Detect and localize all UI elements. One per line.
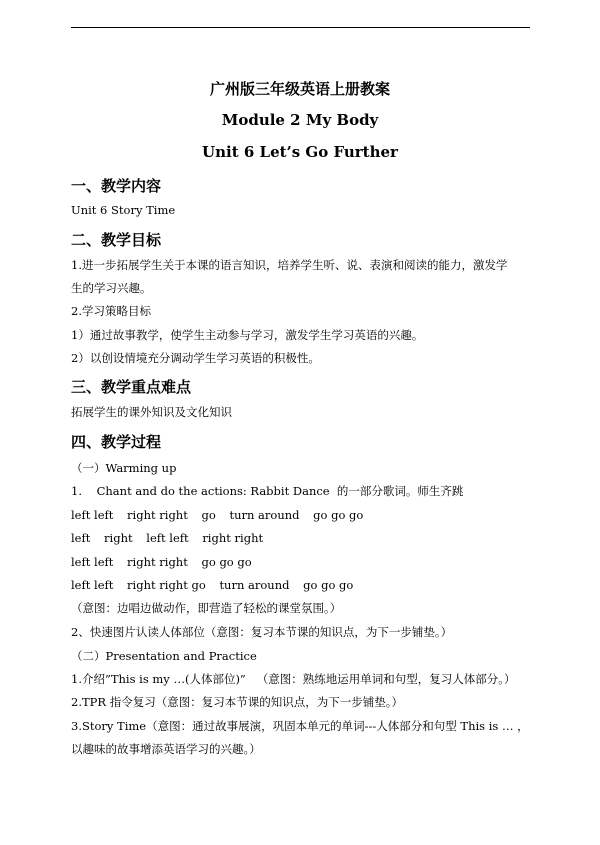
goal-2-1: 1）通过故事教学，使学生主动参与学习，激发学生学习英语的兴趣。	[71, 328, 424, 342]
lyric-word: left left	[71, 508, 114, 522]
chant-instruction: 1. Chant and do the actions: Rabbit Dance 的一部分歌词。师生齐跳	[71, 484, 464, 498]
lyric-word: left left	[146, 531, 189, 545]
section-heading-process: 四、教学过程	[71, 433, 162, 451]
warmup-intent: （意图：边唱边做动作，即营造了轻松的课堂氛围。）	[71, 601, 342, 615]
lyric-word: right right go	[127, 578, 206, 592]
lyric-word: right right	[202, 531, 264, 545]
lyric-line-2	[71, 530, 263, 546]
lyric-word: right right	[127, 555, 188, 569]
lyric-word: go	[201, 508, 216, 522]
lyric-word: right right	[127, 508, 188, 522]
header-rule	[71, 27, 530, 28]
lyric-word: go go go	[201, 555, 252, 569]
lyric-line-3	[71, 554, 252, 570]
lyric-word: go go go	[313, 508, 364, 522]
lyric-line-4	[71, 577, 353, 593]
section-heading-goals: 二、教学目标	[71, 231, 162, 249]
lyric-word: left left	[71, 578, 114, 592]
lyric-word: left	[71, 531, 91, 545]
presentation-heading: （二）Presentation and Practice	[71, 649, 257, 663]
warmup-heading: （一）Warming up	[71, 461, 177, 475]
step-2: 2、快速图片认读人体部位（意图：复习本节课的知识点，为下一步铺垫。）	[71, 625, 453, 639]
content-text: Unit 6 Story Time	[71, 203, 176, 217]
section-heading-key-points: 三、教学重点难点	[71, 378, 192, 396]
lyric-word: left left	[71, 555, 114, 569]
key-points-text: 拓展学生的课外知识及文化知识	[71, 405, 232, 419]
document-title: 广州版三年级英语上册教案	[209, 80, 390, 98]
lyric-word: right	[104, 531, 133, 545]
unit-title: Unit 6 Let’s Go Further	[202, 143, 398, 161]
section-heading-content: 一、教学内容	[71, 177, 162, 195]
goal-2: 2.学习策略目标	[71, 304, 151, 318]
module-title: Module 2 My Body	[221, 111, 379, 129]
goal-2-2: 2）以创设情境充分调动学生学习英语的积极性。	[71, 351, 320, 365]
lyric-word: go go go	[303, 578, 354, 592]
lyric-line-1	[71, 507, 363, 523]
pp-step-3-line-b: 以趣味的故事增添英语学习的兴趣。）	[71, 742, 261, 756]
pp-step-3-line-a: 3.Story Time（意图：通过故事展演，巩固本单元的单词---人体部分和句型 This is … ，	[71, 719, 529, 733]
lyric-word: turn around	[229, 508, 300, 522]
goal-1-line-a: 1.进一步拓展学生关于本课的语言知识，培养学生听、说、表演和阅读的能力，激发学	[71, 258, 508, 272]
lyric-word: turn around	[219, 578, 290, 592]
goal-1-line-b: 生的学习兴趣。	[71, 281, 152, 295]
pp-step-1: 1.介绍”This is my …(人体部位)” （意图：熟练地运用单词和句型，复习人体部分。）	[71, 672, 516, 686]
pp-step-2: 2.TPR 指令复习（意图：复习本节课的知识点，为下一步铺垫。）	[71, 695, 403, 709]
